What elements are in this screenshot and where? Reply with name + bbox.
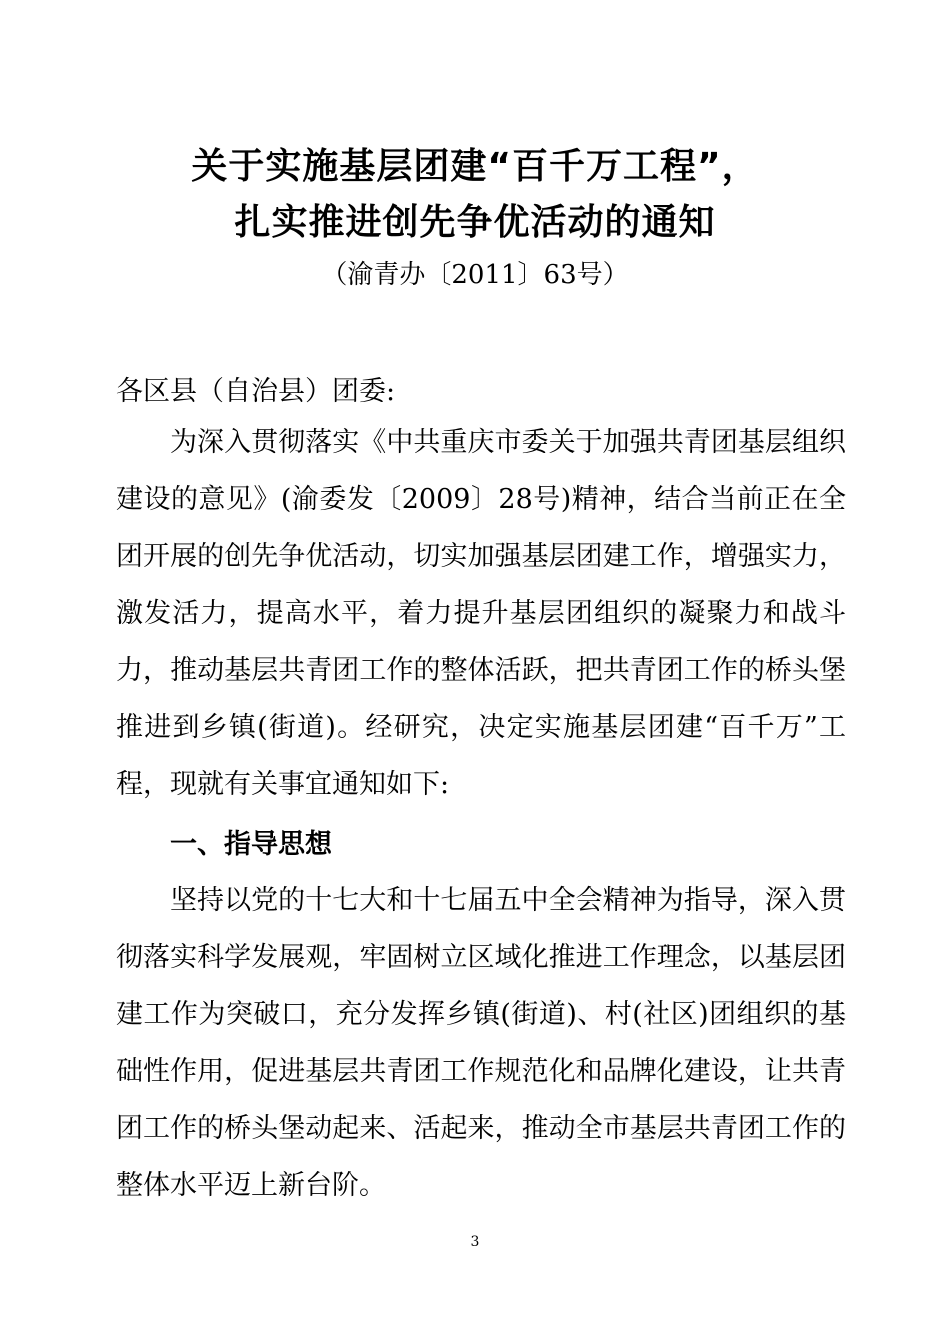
page-number: 3 xyxy=(470,1234,480,1250)
body-paragraph-intro: 为深入贯彻落实《中共重庆市委关于加强共青团基层组织建设的意见》(渝委发〔2009〕28号)精神，结合当前正在全团开展的创先争优活动，切实加强基层团建工作，增强实力，激发活力，提高水平，着力提升基层团组织的凝聚力和战斗力，推动基层共青团工作的整体活跃，把共青团工作的桥头堡推进到乡镇(街道)。经研究，决定实施基层团建“百千万”工程，现就有关事宜通知如下: xyxy=(116,427,846,800)
document-number: （渝青办〔2011〕63号） xyxy=(321,260,629,290)
document-title-line-1: 关于实施基层团建“百千万工程”， xyxy=(191,146,759,187)
body-paragraph-guiding-ideology: 坚持以党的十七大和十七届五中全会精神为指导，深入贯彻落实科学发展观，牢固树立区域化推进工作理念，以基层团建工作为突破口，充分发挥乡镇(街道)、村(社区)团组织的基础性作用，促进基层共青团工作规范化和品牌化建设，让共青团工作的桥头堡动起来、活起来，推动全市基层共青团工作的整体水平迈上新台阶。 xyxy=(116,885,846,1201)
salutation: 各区县（自治县）团委: xyxy=(116,376,396,407)
section-heading-guiding-ideology: 一、指导思想 xyxy=(170,829,332,860)
document-title-line-2: 扎实推进创先争优活动的通知 xyxy=(234,202,716,243)
